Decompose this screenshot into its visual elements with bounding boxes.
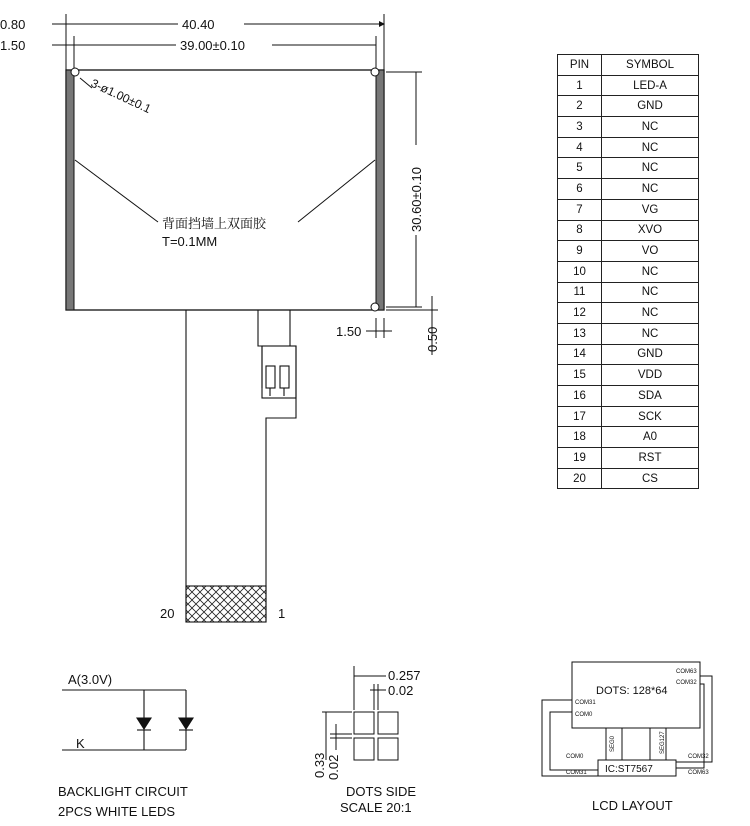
table-row	[558, 303, 699, 324]
symbol-column-header: SYMBOL	[602, 55, 699, 76]
pin-symbol-cell: GND	[602, 96, 699, 117]
pin-symbol-cell: XVO	[602, 220, 699, 241]
pin-symbol-cell: NC	[602, 261, 699, 282]
backlight-caption-1: BACKLIGHT CIRCUIT	[58, 784, 188, 799]
pin-symbol-cell: NC	[602, 303, 699, 324]
pin-number-cell: 19	[558, 448, 602, 469]
lcd-seg0: SEG0	[610, 735, 616, 752]
pin-number-cell: 14	[558, 344, 602, 365]
pin-number-cell: 12	[558, 303, 602, 324]
pin-assignment-table	[557, 54, 699, 489]
table-row	[558, 117, 699, 138]
dots-detail	[322, 666, 398, 760]
dim-0-02-side: 0.02	[326, 754, 341, 780]
lcd-com63-bottom: COM63	[688, 770, 709, 776]
fpc-pin-20-label: 20	[160, 606, 175, 621]
lcd-com63-top: COM63	[676, 669, 697, 675]
table-row	[558, 158, 699, 179]
pin-symbol-cell: VO	[602, 241, 699, 262]
dim-30-60: 30.60±0.10	[409, 167, 424, 232]
pin-symbol-cell: NC	[602, 282, 699, 303]
table-row	[558, 199, 699, 220]
table-row	[558, 179, 699, 200]
lcd-module-outline	[66, 68, 384, 311]
dim-1-50-right: 1.50	[336, 324, 362, 339]
table-row	[558, 241, 699, 262]
table-row	[558, 261, 699, 282]
pin-number-cell: 17	[558, 406, 602, 427]
pin-symbol-cell: GND	[602, 344, 699, 365]
pin-symbol-cell: SDA	[602, 386, 699, 407]
pin-number-cell: 5	[558, 158, 602, 179]
table-row	[558, 365, 699, 386]
dim-39-00: 39.00±0.10	[180, 38, 245, 53]
pin-column-header: PIN	[558, 55, 602, 76]
table-row	[558, 344, 699, 365]
lcd-com32-bottom: COM32	[688, 754, 709, 760]
table-row	[558, 323, 699, 344]
lcd-com0-left: COM0	[575, 712, 593, 718]
pin-number-cell: 9	[558, 241, 602, 262]
backlight-caption-2: 2PCS WHITE LEDS	[58, 804, 176, 819]
pin-number-cell: 2	[558, 96, 602, 117]
pin-symbol-cell: NC	[602, 158, 699, 179]
table-row	[558, 468, 699, 489]
pin-number-cell: 1	[558, 75, 602, 96]
pin-table-header	[558, 55, 699, 76]
pin-number-cell: 13	[558, 323, 602, 344]
pin-number-cell: 20	[558, 468, 602, 489]
dim-1-50-top: 1.50	[0, 38, 26, 53]
pin-symbol-cell: A0	[602, 427, 699, 448]
table-row	[558, 448, 699, 469]
lcd-seg127: SEG127	[660, 731, 666, 754]
pin-number-cell: 7	[558, 199, 602, 220]
fpc-contacts	[186, 586, 266, 622]
table-row	[558, 406, 699, 427]
cathode-label: K	[76, 736, 85, 751]
dim-0-02-top: 0.02	[388, 683, 414, 698]
anode-label: A(3.0V)	[68, 672, 113, 687]
lcd-com0-bottom: COM0	[566, 754, 584, 760]
fpc-tail	[186, 310, 296, 622]
pin-symbol-cell: VDD	[602, 365, 699, 386]
pin-symbol-cell: NC	[602, 137, 699, 158]
adhesive-note: 背面挡墙上双面胶	[162, 216, 267, 231]
pin-number-cell: 18	[558, 427, 602, 448]
pin-number-cell: 8	[558, 220, 602, 241]
table-row	[558, 427, 699, 448]
pin-number-cell: 16	[558, 386, 602, 407]
pin-number-cell: 4	[558, 137, 602, 158]
pin-symbol-cell: NC	[602, 323, 699, 344]
pin-symbol-cell: CS	[602, 468, 699, 489]
dim-40-40: 40.40	[182, 17, 215, 32]
pin-symbol-cell: RST	[602, 448, 699, 469]
lcd-dots-label: DOTS: 128*64	[596, 685, 668, 697]
pin-number-cell: 6	[558, 179, 602, 200]
table-row	[558, 282, 699, 303]
lcd-ic-label: IC:ST7567	[605, 764, 653, 775]
pin-symbol-cell: NC	[602, 117, 699, 138]
lcd-layout-caption: LCD LAYOUT	[592, 798, 673, 813]
dim-0-80: 0.80	[0, 17, 26, 32]
dots-caption-1: DOTS SIDE	[346, 784, 417, 799]
table-row	[558, 75, 699, 96]
lcd-com31-bottom: COM31	[566, 770, 587, 776]
dim-0-257: 0.257	[388, 668, 421, 683]
fpc-pin-1-label: 1	[278, 606, 286, 621]
pin-symbol-cell: SCK	[602, 406, 699, 427]
table-row	[558, 96, 699, 117]
hole-callout: 3-ø1.00±0.1	[88, 76, 154, 117]
lcd-com32-top: COM32	[676, 680, 697, 686]
table-row	[558, 220, 699, 241]
pin-number-cell: 15	[558, 365, 602, 386]
table-row	[558, 386, 699, 407]
dim-0-50: 0.50	[425, 326, 440, 352]
thickness-note: T=0.1MM	[162, 234, 218, 249]
pin-number-cell: 10	[558, 261, 602, 282]
table-row	[558, 137, 699, 158]
dim-0-33: 0.33	[312, 752, 327, 778]
pin-symbol-cell: LED-A	[602, 75, 699, 96]
pin-number-cell: 11	[558, 282, 602, 303]
dots-caption-2: SCALE 20:1	[340, 800, 412, 815]
pin-symbol-cell: VG	[602, 199, 699, 220]
pin-number-cell: 3	[558, 117, 602, 138]
lcd-com31-left: COM31	[575, 700, 596, 706]
pin-symbol-cell: NC	[602, 179, 699, 200]
